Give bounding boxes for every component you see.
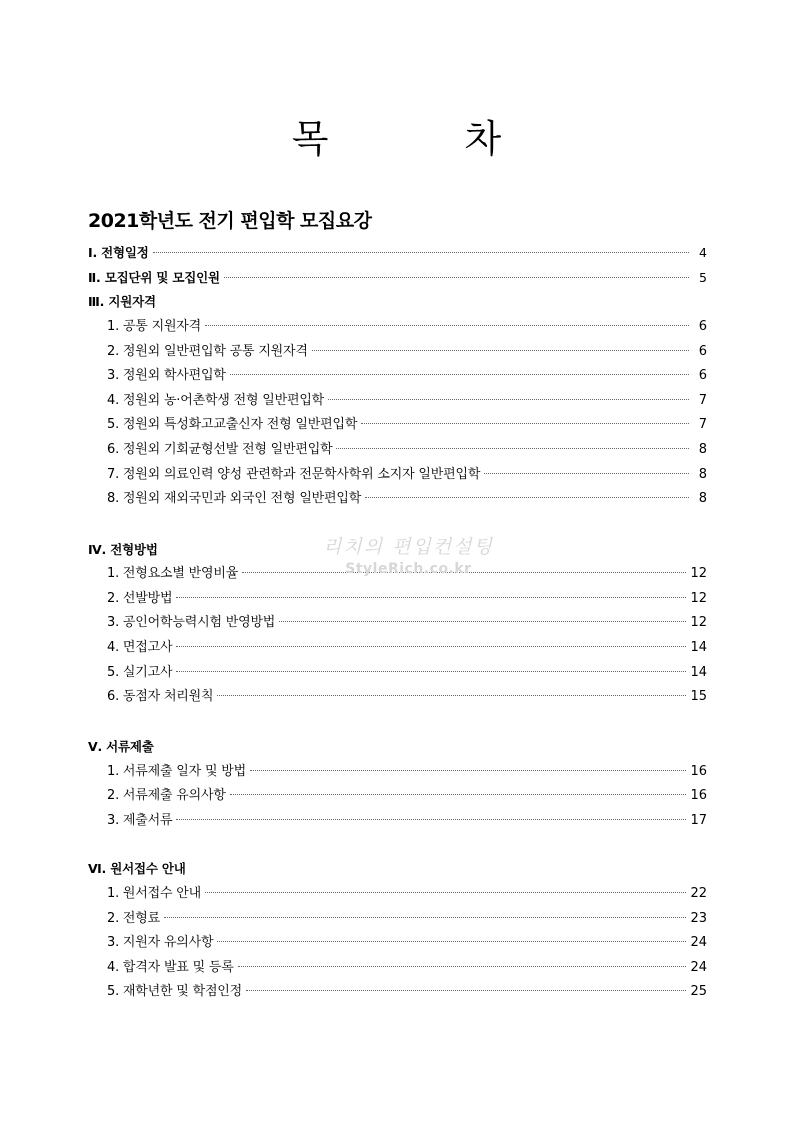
toc-entry[interactable]: [107, 664, 707, 682]
toc-entry-label: 3. 제출서류: [107, 813, 173, 828]
toc-entry[interactable]: [107, 392, 707, 410]
toc-entry-label: Ⅱ. 모집단위 및 모집인원: [88, 270, 220, 285]
toc-entry[interactable]: [107, 639, 707, 657]
toc-entry[interactable]: [107, 367, 707, 385]
toc-section[interactable]: [88, 244, 707, 262]
toc-entry[interactable]: [107, 910, 707, 928]
toc-entry-label: 1. 원서접수 안내: [107, 886, 202, 901]
dot-leader: [176, 671, 686, 672]
toc-entry[interactable]: [107, 466, 707, 484]
toc-entry[interactable]: [107, 812, 707, 830]
toc-entry-label: 8. 정원외 재외국민과 외국인 전형 일반편입학: [107, 491, 362, 506]
dot-leader: [224, 277, 689, 278]
toc-entry-label: 2. 서류제출 유의사항: [107, 788, 226, 803]
toc-entry[interactable]: [107, 688, 707, 706]
toc-page-number: 15: [690, 689, 707, 704]
toc-entry-label: 4. 면접고사: [107, 640, 173, 655]
dot-leader: [230, 794, 687, 795]
toc-entry-label: 6. 정원외 기회균형선발 전형 일반편입학: [107, 442, 333, 457]
toc-page-number: 12: [690, 566, 707, 581]
dot-leader: [242, 572, 686, 573]
toc-entry-label: Ⅰ. 전형일정: [88, 245, 149, 260]
toc-page-number: 22: [690, 886, 707, 901]
toc-entry-label: 2. 정원외 일반편입학 공통 지원자격: [107, 344, 308, 359]
toc-entry-label: Ⅲ. 지원자격: [88, 294, 156, 309]
dot-leader: [205, 325, 689, 326]
dot-leader: [230, 374, 689, 375]
toc-page-number: 16: [690, 764, 707, 779]
toc-entry-label: 7. 정원외 의료인력 양성 관련학과 전문학사학위 소지자 일반편입학: [107, 467, 481, 482]
toc-entry[interactable]: [107, 934, 707, 952]
toc-page-number: 24: [690, 960, 707, 975]
toc-entry[interactable]: [107, 885, 707, 903]
toc-entry[interactable]: [107, 565, 707, 583]
toc-entry-label: 3. 공인어학능력시험 반영방법: [107, 615, 276, 630]
watermark-text: 리치의 편입컨설팅: [323, 536, 494, 558]
toc-entry-label: 2. 선발방법: [107, 591, 173, 606]
toc-entry-label: Ⅴ. 서류제출: [88, 739, 154, 754]
toc-entry-label: 1. 전형요소별 반영비율: [107, 566, 239, 581]
toc-page-number: 17: [690, 813, 707, 828]
toc-page-number: 7: [698, 393, 707, 408]
dot-leader: [176, 819, 686, 820]
toc-entry-label: Ⅵ. 원서접수 안내: [88, 861, 186, 876]
toc-page-number: 8: [698, 491, 707, 506]
dot-leader: [361, 423, 689, 424]
dot-leader: [484, 473, 689, 474]
toc-page-number: 6: [698, 368, 707, 383]
toc-entry[interactable]: [107, 441, 707, 459]
toc-entry-label: 6. 동점자 처리원칙: [107, 689, 214, 704]
dot-leader: [365, 497, 689, 498]
toc-page-number: 7: [698, 417, 707, 432]
toc-entry-label: 3. 지원자 유의사항: [107, 935, 214, 950]
dot-leader: [250, 770, 686, 771]
toc-entry[interactable]: [107, 983, 707, 1001]
toc-page-number: 5: [699, 270, 707, 285]
toc-entry[interactable]: [107, 763, 707, 781]
page-title: 목 차: [291, 117, 564, 161]
toc-page-number: 14: [690, 665, 707, 680]
toc-page-number: 14: [690, 640, 707, 655]
toc-entry-label: 1. 공통 지원자격: [107, 319, 202, 334]
toc-entry-label: 1. 서류제출 일자 및 방법: [107, 764, 246, 779]
toc-section[interactable]: [88, 293, 707, 311]
toc-entry-label: 4. 합격자 발표 및 등록: [107, 960, 234, 975]
toc-page-number: 8: [698, 442, 707, 457]
dot-leader: [153, 252, 689, 253]
dot-leader: [336, 448, 689, 449]
watermark-url: StyleRich.co.kr: [345, 561, 472, 577]
dot-leader: [164, 917, 686, 918]
toc-entry[interactable]: [107, 614, 707, 632]
toc-entry[interactable]: [107, 416, 707, 434]
dot-leader: [328, 399, 689, 400]
dot-leader: [176, 646, 686, 647]
toc-page-number: 8: [698, 467, 707, 482]
toc-page-number: 24: [690, 935, 707, 950]
toc-entry[interactable]: [107, 318, 707, 336]
toc-entry-label: 2. 전형료: [107, 911, 161, 926]
dot-leader: [312, 350, 689, 351]
toc-page-number: 12: [690, 591, 707, 606]
dot-leader: [279, 621, 686, 622]
dot-leader: [176, 597, 686, 598]
toc-page-number: 16: [690, 788, 707, 803]
toc-entry-label: Ⅳ. 전형방법: [88, 542, 158, 557]
toc-entry[interactable]: [107, 959, 707, 977]
toc-entry[interactable]: [107, 490, 707, 508]
dot-leader: [238, 966, 687, 967]
document-subtitle: 2021학년도 전기 편입학 모집요강: [88, 210, 372, 232]
toc-page-number: 4: [699, 245, 707, 260]
dot-leader: [246, 990, 686, 991]
dot-leader: [217, 941, 686, 942]
toc-section[interactable]: [88, 541, 707, 559]
toc-entry-label: 4. 정원외 농·어촌학생 전형 일반편입학: [107, 393, 325, 408]
dot-leader: [217, 695, 686, 696]
toc-section[interactable]: [88, 860, 707, 878]
toc-page-number: 12: [690, 615, 707, 630]
toc-entry-label: 5. 실기고사: [107, 665, 173, 680]
toc-page-number: 6: [698, 344, 707, 359]
toc-section[interactable]: [88, 738, 707, 756]
toc-entry[interactable]: [107, 343, 707, 361]
toc-entry[interactable]: [107, 590, 707, 608]
dot-leader: [205, 892, 686, 893]
toc-page-number: 23: [690, 911, 707, 926]
toc-entry-label: 5. 재학년한 및 학점인정: [107, 984, 243, 999]
toc-entry-label: 3. 정원외 학사편입학: [107, 368, 226, 383]
toc-section[interactable]: [88, 269, 707, 287]
toc-entry-label: 5. 정원외 특성화고교출신자 전형 일반편입학: [107, 417, 358, 432]
toc-page-number: 6: [698, 319, 707, 334]
toc-entry[interactable]: [107, 787, 707, 805]
toc-page-number: 25: [690, 984, 707, 999]
